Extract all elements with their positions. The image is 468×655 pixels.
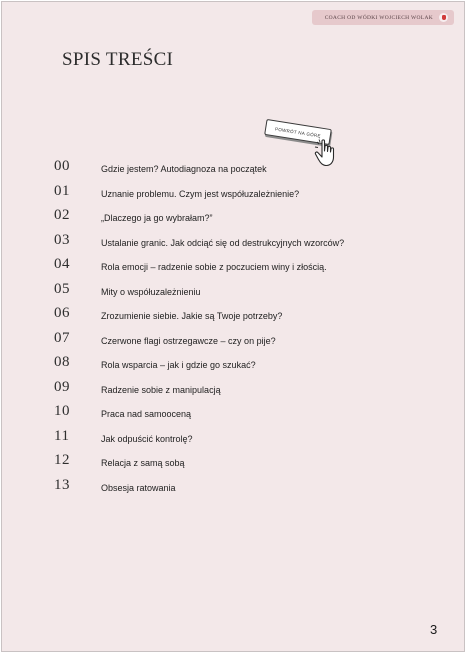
toc-item-number: 07 [54,329,70,346]
page-title: SPIS TREŚCI [62,49,174,70]
toc-item[interactable] [54,379,414,399]
toc-item-number: 05 [54,280,70,297]
toc-item-number: 00 [54,158,70,174]
toc-item-title[interactable]: Uznanie problemu. Czym jest współuzależnienie? [101,188,300,199]
toc-item-number: 11 [54,427,70,444]
back-to-top-label: POWRÓT NA GÓRĘ [274,125,322,139]
toc-item-title[interactable]: Obsesja ratowania [101,482,176,493]
toc-item[interactable] [54,354,414,374]
toc-item[interactable] [54,452,414,472]
flame-logo-icon [439,13,448,22]
toc-item-title[interactable]: Zrozumienie siebie. Jakie są Twoje potrzeby? [101,311,283,321]
toc-item-title[interactable]: Jak odpuścić kontrolę? [101,433,193,444]
toc-item[interactable] [54,232,414,252]
toc-item-number: 06 [54,305,70,321]
toc-item-number: 09 [54,378,70,395]
toc-item-number: 08 [54,354,70,370]
toc-item-title[interactable]: Relacja z samą sobą [101,458,185,468]
document-page [1,1,465,652]
toc-item-number: 10 [54,403,70,419]
toc-item[interactable] [54,256,414,276]
toc-item[interactable] [54,183,414,203]
toc-item[interactable] [54,403,414,423]
toc-item-title[interactable]: Rola wsparcia – jak i gdzie go szukać? [101,360,256,370]
brand-name: COACH OD WÓDKI WOJCIECH WOLAK [324,14,433,21]
toc-item[interactable] [54,477,414,497]
toc-item-number: 01 [54,182,70,199]
toc-item-number: 03 [54,231,70,248]
toc-item-title[interactable]: Gdzie jestem? Autodiagnoza na początek [101,164,267,174]
toc-item[interactable] [54,158,414,178]
toc-item-number: 04 [54,256,70,272]
toc-item[interactable] [54,330,414,350]
page-number: 3 [430,622,438,637]
toc-item-title[interactable]: „Dlaczego ja go wybrałam?” [101,213,213,223]
toc-item-number: 13 [54,476,70,493]
toc-item[interactable] [54,207,414,227]
toc-item-number: 12 [54,452,70,468]
toc-item-title[interactable]: Praca nad samooceną [101,409,192,419]
toc-item[interactable] [54,281,414,301]
toc-item-title[interactable]: Radzenie sobie z manipulacją [101,384,221,395]
toc-item-title[interactable]: Rola emocji – radzenie sobie z poczuciem winy i złością. [101,262,327,272]
toc-item[interactable] [54,305,414,325]
toc-item[interactable] [54,428,414,448]
toc-item-title[interactable]: Czerwone flagi ostrzegawcze – czy on pije? [101,335,276,346]
toc-item-title[interactable]: Mity o współuzależnieniu [101,286,201,297]
brand-badge[interactable] [312,10,454,25]
toc-item-title[interactable]: Ustalanie granic. Jak odciąć się od destrukcyjnych wzorców? [101,237,345,248]
toc-item-number: 02 [54,207,70,223]
